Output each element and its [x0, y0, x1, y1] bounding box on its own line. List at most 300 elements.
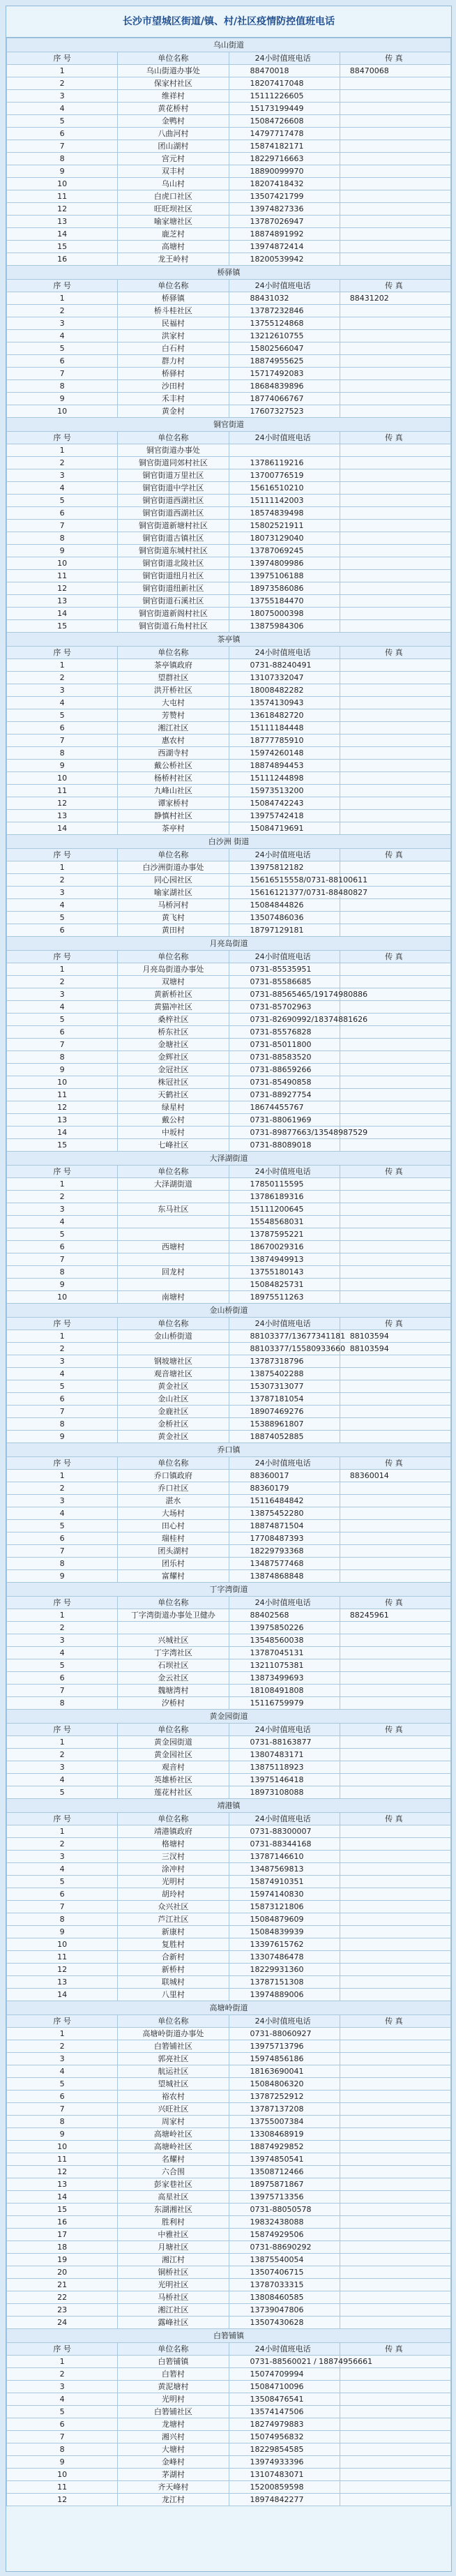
- row-number: 6: [7, 1026, 118, 1039]
- duty-phone: 13787146610: [229, 1851, 340, 1863]
- fax-number: [340, 1253, 450, 1266]
- unit-name: 白箬村: [118, 2368, 229, 2381]
- unit-name: 团山湖村: [118, 140, 229, 153]
- fax-number: [340, 2368, 450, 2381]
- column-header-unit: 单位名称: [118, 1457, 229, 1470]
- unit-name: 桥东社区: [118, 1026, 229, 1039]
- duty-phone: 13487577468: [229, 1558, 340, 1570]
- unit-name: 同心园社区: [118, 874, 229, 887]
- row-number: 14: [7, 228, 118, 241]
- column-header-row: [7, 52, 451, 65]
- unit-name: 乌山街道办事处: [118, 65, 229, 77]
- duty-phone: 18974842277: [229, 2494, 340, 2506]
- row-number: 6: [7, 722, 118, 735]
- duty-phone: 18874891992: [229, 228, 340, 241]
- column-header-row: [7, 1318, 451, 1330]
- column-header-fax: 传 真: [340, 647, 450, 659]
- unit-name: 合新村: [118, 1951, 229, 1964]
- fax-number: [340, 747, 450, 760]
- table-row: [7, 1697, 451, 1710]
- duty-phone: 13787137208: [229, 2103, 340, 2116]
- fax-number: [340, 1406, 450, 1418]
- row-number: 1: [7, 1609, 118, 1622]
- duty-phone: 88103377/15580933660: [229, 1343, 340, 1355]
- section-name: 桥驿镇: [7, 266, 451, 280]
- duty-phone-table: [6, 38, 451, 2506]
- unit-name: 维祥村: [118, 90, 229, 103]
- unit-name: 铜官街道西湖社区: [118, 495, 229, 507]
- duty-phone: 0731-88565465/19174980886: [229, 988, 340, 1001]
- unit-name: 铜官街道西湖社区: [118, 507, 229, 520]
- unit-name: 新康村: [118, 1926, 229, 1938]
- unit-name: 白箬铺社区: [118, 2406, 229, 2418]
- duty-phone: 0731-89877663/13548987529: [229, 1127, 340, 1139]
- duty-phone: 0731-88344168: [229, 1838, 340, 1851]
- row-number: 3: [7, 469, 118, 482]
- row-number: 4: [7, 482, 118, 495]
- fax-number: [340, 1507, 450, 1520]
- table-row: [7, 128, 451, 140]
- duty-phone: 13873499693: [229, 1672, 340, 1685]
- duty-phone: 15111244898: [229, 772, 340, 785]
- table-row: [7, 1736, 451, 1749]
- duty-phone: 88360179: [229, 1482, 340, 1495]
- unit-name: 大泽湖街道: [118, 1178, 229, 1191]
- duty-phone: 15111142003: [229, 495, 340, 507]
- duty-phone: 18075000398: [229, 608, 340, 620]
- duty-phone: 13507406715: [229, 2266, 340, 2279]
- unit-name: 白虎口社区: [118, 190, 229, 203]
- duty-phone: 13755124868: [229, 317, 340, 330]
- duty-phone: 13786119216: [229, 457, 340, 469]
- duty-phone: 15973513200: [229, 785, 340, 797]
- table-row: [7, 165, 451, 178]
- row-number: 9: [7, 393, 118, 405]
- duty-phone: 17708487393: [229, 1532, 340, 1545]
- row-number: 1: [7, 861, 118, 874]
- row-number: 6: [7, 1241, 118, 1253]
- section-header: [7, 1443, 451, 1457]
- duty-phone: 13975146418: [229, 1774, 340, 1786]
- unit-name: 名耀村: [118, 2153, 229, 2166]
- column-header-no: 序 号: [7, 1597, 118, 1609]
- table-row: [7, 810, 451, 822]
- row-number: 6: [7, 355, 118, 368]
- row-number: 8: [7, 1051, 118, 1064]
- table-row: [7, 874, 451, 887]
- row-number: 7: [7, 2103, 118, 2116]
- table-row: [7, 1076, 451, 1089]
- row-number: 5: [7, 1786, 118, 1799]
- unit-name: [118, 1622, 229, 1634]
- column-header-phone: 24小时值班电话: [229, 1457, 340, 1470]
- column-header-row: [7, 2015, 451, 2028]
- table-row: [7, 1786, 451, 1799]
- table-row: [7, 1634, 451, 1647]
- row-number: 1: [7, 65, 118, 77]
- duty-phone: 15074709994: [229, 2368, 340, 2381]
- section-header: [7, 38, 451, 52]
- table-row: [7, 2053, 451, 2065]
- unit-name: 谭家桥村: [118, 797, 229, 810]
- fax-number: [340, 1761, 450, 1774]
- table-row: [7, 380, 451, 393]
- row-number: 5: [7, 912, 118, 924]
- unit-name: 东湖湘社区: [118, 2204, 229, 2216]
- duty-phone: 15802521911: [229, 520, 340, 532]
- table-row: [7, 797, 451, 810]
- table-row: [7, 2456, 451, 2469]
- fax-number: [340, 305, 450, 317]
- fax-number: 88103594: [340, 1343, 450, 1355]
- duty-phone: 15717492083: [229, 368, 340, 380]
- duty-phone: 13618482720: [229, 709, 340, 722]
- row-number: 6: [7, 924, 118, 937]
- duty-phone: 0731-88300007: [229, 1825, 340, 1838]
- unit-name: 铜官街道万里社区: [118, 469, 229, 482]
- row-number: 1: [7, 659, 118, 672]
- fax-number: [340, 1380, 450, 1393]
- table-row: [7, 153, 451, 165]
- fax-number: [340, 1697, 450, 1710]
- table-row: [7, 216, 451, 228]
- table-row: [7, 103, 451, 115]
- fax-number: [340, 2418, 450, 2431]
- unit-name: 金山桥街道: [118, 1330, 229, 1343]
- unit-name: 芳赞村: [118, 709, 229, 722]
- unit-name: 保家村社区: [118, 77, 229, 90]
- table-row: [7, 1291, 451, 1304]
- duty-phone: 13755184470: [229, 595, 340, 608]
- section-header: [7, 418, 451, 432]
- unit-name: 戴公桥社区: [118, 760, 229, 772]
- duty-phone: 15084839939: [229, 1926, 340, 1938]
- duty-phone: 13787045131: [229, 1647, 340, 1659]
- duty-phone: 15084806320: [229, 2078, 340, 2091]
- fax-number: [340, 2141, 450, 2153]
- row-number: 4: [7, 103, 118, 115]
- duty-phone: 88103377/13677341181: [229, 1330, 340, 1343]
- row-number: 3: [7, 90, 118, 103]
- unit-name: 格塘村: [118, 1838, 229, 1851]
- duty-phone: 0731-88560021 / 18874956661: [229, 2356, 340, 2368]
- column-header-fax: 传 真: [340, 1813, 450, 1825]
- section-name: 白沙洲 街道: [7, 835, 451, 849]
- fax-number: [340, 1774, 450, 1786]
- unit-name: 团乐村: [118, 1558, 229, 1570]
- section-header: [7, 633, 451, 647]
- row-number: 9: [7, 1926, 118, 1938]
- fax-number: [340, 2091, 450, 2103]
- duty-phone: 18774066767: [229, 393, 340, 405]
- duty-phone: 13787026947: [229, 216, 340, 228]
- unit-name: 西塘村: [118, 1241, 229, 1253]
- row-number: 14: [7, 1127, 118, 1139]
- row-number: 15: [7, 620, 118, 633]
- duty-phone: 15084719691: [229, 822, 340, 835]
- row-number: 5: [7, 495, 118, 507]
- table-row: [7, 963, 451, 976]
- column-header-row: [7, 2343, 451, 2356]
- unit-name: 黄飞村: [118, 912, 229, 924]
- section-name: 乔口镇: [7, 1443, 451, 1457]
- table-row: [7, 532, 451, 545]
- column-header-no: 序 号: [7, 1724, 118, 1736]
- row-number: 2: [7, 1191, 118, 1203]
- duty-phone: 88431032: [229, 292, 340, 305]
- row-number: 9: [7, 545, 118, 557]
- fax-number: [340, 1089, 450, 1101]
- duty-phone: 15116484842: [229, 1495, 340, 1507]
- table-row: [7, 1001, 451, 1014]
- row-number: 1: [7, 2356, 118, 2368]
- unit-name: 石坝社区: [118, 1659, 229, 1672]
- fax-number: [340, 1570, 450, 1583]
- table-row: [7, 1279, 451, 1291]
- row-number: 7: [7, 1545, 118, 1558]
- column-header-phone: 24小时值班电话: [229, 647, 340, 659]
- unit-name: 钢坡塘社区: [118, 1355, 229, 1368]
- section-name: 月亮岛街道: [7, 937, 451, 951]
- unit-name: 周家村: [118, 2116, 229, 2128]
- row-number: 13: [7, 2178, 118, 2191]
- row-number: 3: [7, 1355, 118, 1368]
- fax-number: [340, 457, 450, 469]
- row-number: 7: [7, 1039, 118, 1051]
- row-number: 11: [7, 2481, 118, 2494]
- fax-number: [340, 1355, 450, 1368]
- row-number: 9: [7, 760, 118, 772]
- table-row: [7, 2431, 451, 2443]
- table-row: [7, 1964, 451, 1976]
- duty-phone: 15084710096: [229, 2381, 340, 2393]
- unit-name: 七峰社区: [118, 1139, 229, 1152]
- duty-phone: 13507430628: [229, 2317, 340, 2329]
- unit-name: 金鸭村: [118, 115, 229, 128]
- table-row: [7, 1127, 451, 1139]
- unit-name: 桥驿镇: [118, 292, 229, 305]
- fax-number: [340, 444, 450, 457]
- unit-name: 黄金园街道: [118, 1736, 229, 1749]
- row-number: 15: [7, 2204, 118, 2216]
- duty-phone: 15616515558/0731-88100611: [229, 874, 340, 887]
- duty-phone: 15116759979: [229, 1697, 340, 1710]
- unit-name: 静慎村社区: [118, 810, 229, 822]
- duty-phone: 15173199449: [229, 103, 340, 115]
- row-number: 2: [7, 457, 118, 469]
- fax-number: [340, 822, 450, 835]
- table-row: [7, 1191, 451, 1203]
- row-number: 5: [7, 1380, 118, 1393]
- duty-phone: 13307486478: [229, 1951, 340, 1964]
- fax-number: [340, 342, 450, 355]
- table-row: [7, 405, 451, 418]
- table-row: [7, 1532, 451, 1545]
- table-row: [7, 342, 451, 355]
- unit-name: 禾丰村: [118, 393, 229, 405]
- duty-phone: 13211075381: [229, 1659, 340, 1672]
- table-row: [7, 2178, 451, 2191]
- unit-name: [118, 1228, 229, 1241]
- fax-number: [340, 557, 450, 570]
- row-number: 9: [7, 1279, 118, 1291]
- row-number: 5: [7, 342, 118, 355]
- duty-phone: 15200859598: [229, 2481, 340, 2494]
- row-number: 7: [7, 2431, 118, 2443]
- row-number: 9: [7, 2128, 118, 2141]
- unit-name: 英雄桥社区: [118, 1774, 229, 1786]
- duty-phone: 18108491808: [229, 1685, 340, 1697]
- fax-number: [340, 128, 450, 140]
- duty-phone: 18975511263: [229, 1291, 340, 1304]
- duty-phone: 18207418432: [229, 178, 340, 190]
- unit-name: 黄花桥村: [118, 103, 229, 115]
- unit-name: 富耀村: [118, 1570, 229, 1583]
- table-row: [7, 1330, 451, 1343]
- unit-name: 惠农村: [118, 735, 229, 747]
- unit-name: 魏塘湾村: [118, 1685, 229, 1697]
- page-title: 长沙市望城区街道/镇、村/社区疫情防控值班电话: [6, 6, 451, 38]
- column-header-row: [7, 1813, 451, 1825]
- unit-name: 金塘社区: [118, 1039, 229, 1051]
- fax-number: [340, 330, 450, 342]
- table-row: [7, 241, 451, 253]
- row-number: 15: [7, 1139, 118, 1152]
- fax-number: [340, 1672, 450, 1685]
- table-row: [7, 1545, 451, 1558]
- row-number: 14: [7, 822, 118, 835]
- row-number: 5: [7, 2078, 118, 2091]
- duty-phone: 13755007384: [229, 2116, 340, 2128]
- row-number: 14: [7, 1989, 118, 2001]
- fax-number: [340, 1926, 450, 1938]
- unit-name: 宫元村: [118, 153, 229, 165]
- unit-name: 乔口镇政府: [118, 1470, 229, 1482]
- fax-number: [340, 2153, 450, 2166]
- unit-name: 喻家湖社区: [118, 887, 229, 899]
- unit-name: [118, 1279, 229, 1291]
- column-header-no: 序 号: [7, 1166, 118, 1178]
- unit-name: 南塘村: [118, 1291, 229, 1304]
- unit-name: 八曲河村: [118, 128, 229, 140]
- section-name: 乌山街道: [7, 38, 451, 52]
- duty-phone: 18797129181: [229, 924, 340, 937]
- table-row: [7, 1520, 451, 1532]
- row-number: 13: [7, 1976, 118, 1989]
- fax-number: [340, 2456, 450, 2469]
- unit-name: 大屯村: [118, 697, 229, 709]
- table-row: [7, 1216, 451, 1228]
- unit-name: 航运社区: [118, 2065, 229, 2078]
- section-name: 铜官街道: [7, 418, 451, 432]
- duty-phone: 0731-85011800: [229, 1039, 340, 1051]
- duty-phone: 18975871867: [229, 2178, 340, 2191]
- fax-number: [340, 2166, 450, 2178]
- fax-number: [340, 380, 450, 393]
- row-number: 16: [7, 253, 118, 266]
- unit-name: 湘兴村: [118, 2431, 229, 2443]
- row-number: 8: [7, 1418, 118, 1431]
- row-number: 7: [7, 1901, 118, 1913]
- duty-phone: 18874871504: [229, 1520, 340, 1532]
- fax-number: 88470068: [340, 65, 450, 77]
- unit-name: 月亮岛街道办事处: [118, 963, 229, 976]
- table-row: [7, 2229, 451, 2241]
- duty-phone: 13787232846: [229, 305, 340, 317]
- column-header-unit: 单位名称: [118, 2343, 229, 2356]
- unit-name: 三汊村: [118, 1851, 229, 1863]
- duty-phone: 13974889006: [229, 1989, 340, 2001]
- unit-name: 黄金社区: [118, 1431, 229, 1443]
- table-row: [7, 1266, 451, 1279]
- table-row: [7, 1647, 451, 1659]
- fax-number: [340, 2494, 450, 2506]
- duty-phone: 13974872414: [229, 241, 340, 253]
- duty-phone: 13975742418: [229, 810, 340, 822]
- duty-phone: 18229716663: [229, 153, 340, 165]
- fax-number: [340, 317, 450, 330]
- duty-phone: 15084879609: [229, 1913, 340, 1926]
- duty-phone: 18163690041: [229, 2065, 340, 2078]
- fax-number: [340, 1114, 450, 1127]
- unit-name: 铜桥社区: [118, 2266, 229, 2279]
- unit-name: 株冠社区: [118, 1076, 229, 1089]
- row-number: 6: [7, 128, 118, 140]
- unit-name: 白石村: [118, 342, 229, 355]
- fax-number: [340, 2279, 450, 2291]
- duty-phone: 18973586086: [229, 582, 340, 595]
- unit-name: 八里村: [118, 1989, 229, 2001]
- fax-number: [340, 1786, 450, 1799]
- duty-phone: 0731-88927754: [229, 1089, 340, 1101]
- row-number: 3: [7, 1851, 118, 1863]
- table-row: [7, 1685, 451, 1697]
- table-row: [7, 735, 451, 747]
- column-header-fax: 传 真: [340, 849, 450, 861]
- table-row: [7, 253, 451, 266]
- fax-number: [340, 810, 450, 822]
- unit-name: 涂冲村: [118, 1863, 229, 1876]
- fax-number: 88431202: [340, 292, 450, 305]
- table-row: [7, 2216, 451, 2229]
- table-row: [7, 2078, 451, 2091]
- duty-phone: 13975713796: [229, 2040, 340, 2053]
- table-row: [7, 2153, 451, 2166]
- unit-name: 乔口社区: [118, 1482, 229, 1495]
- unit-name: 六合围: [118, 2166, 229, 2178]
- duty-phone: 15307313077: [229, 1380, 340, 1393]
- unit-name: 沙田村: [118, 380, 229, 393]
- fax-number: [340, 216, 450, 228]
- section-name: 大泽湖街道: [7, 1152, 451, 1166]
- fax-number: [340, 2317, 450, 2329]
- fax-number: [340, 1989, 450, 2001]
- unit-name: 兴旺社区: [118, 2103, 229, 2116]
- row-number: 2: [7, 2040, 118, 2053]
- row-number: 9: [7, 1570, 118, 1583]
- fax-number: [340, 253, 450, 266]
- table-row: [7, 115, 451, 128]
- duty-phone: 13974827336: [229, 203, 340, 216]
- fax-number: [340, 1647, 450, 1659]
- table-row: [7, 1672, 451, 1685]
- fax-number: [340, 1026, 450, 1039]
- row-number: 1: [7, 1825, 118, 1838]
- unit-name: 莲花村社区: [118, 1786, 229, 1799]
- fax-number: [340, 570, 450, 582]
- table-row: [7, 595, 451, 608]
- document-page: [6, 6, 452, 2572]
